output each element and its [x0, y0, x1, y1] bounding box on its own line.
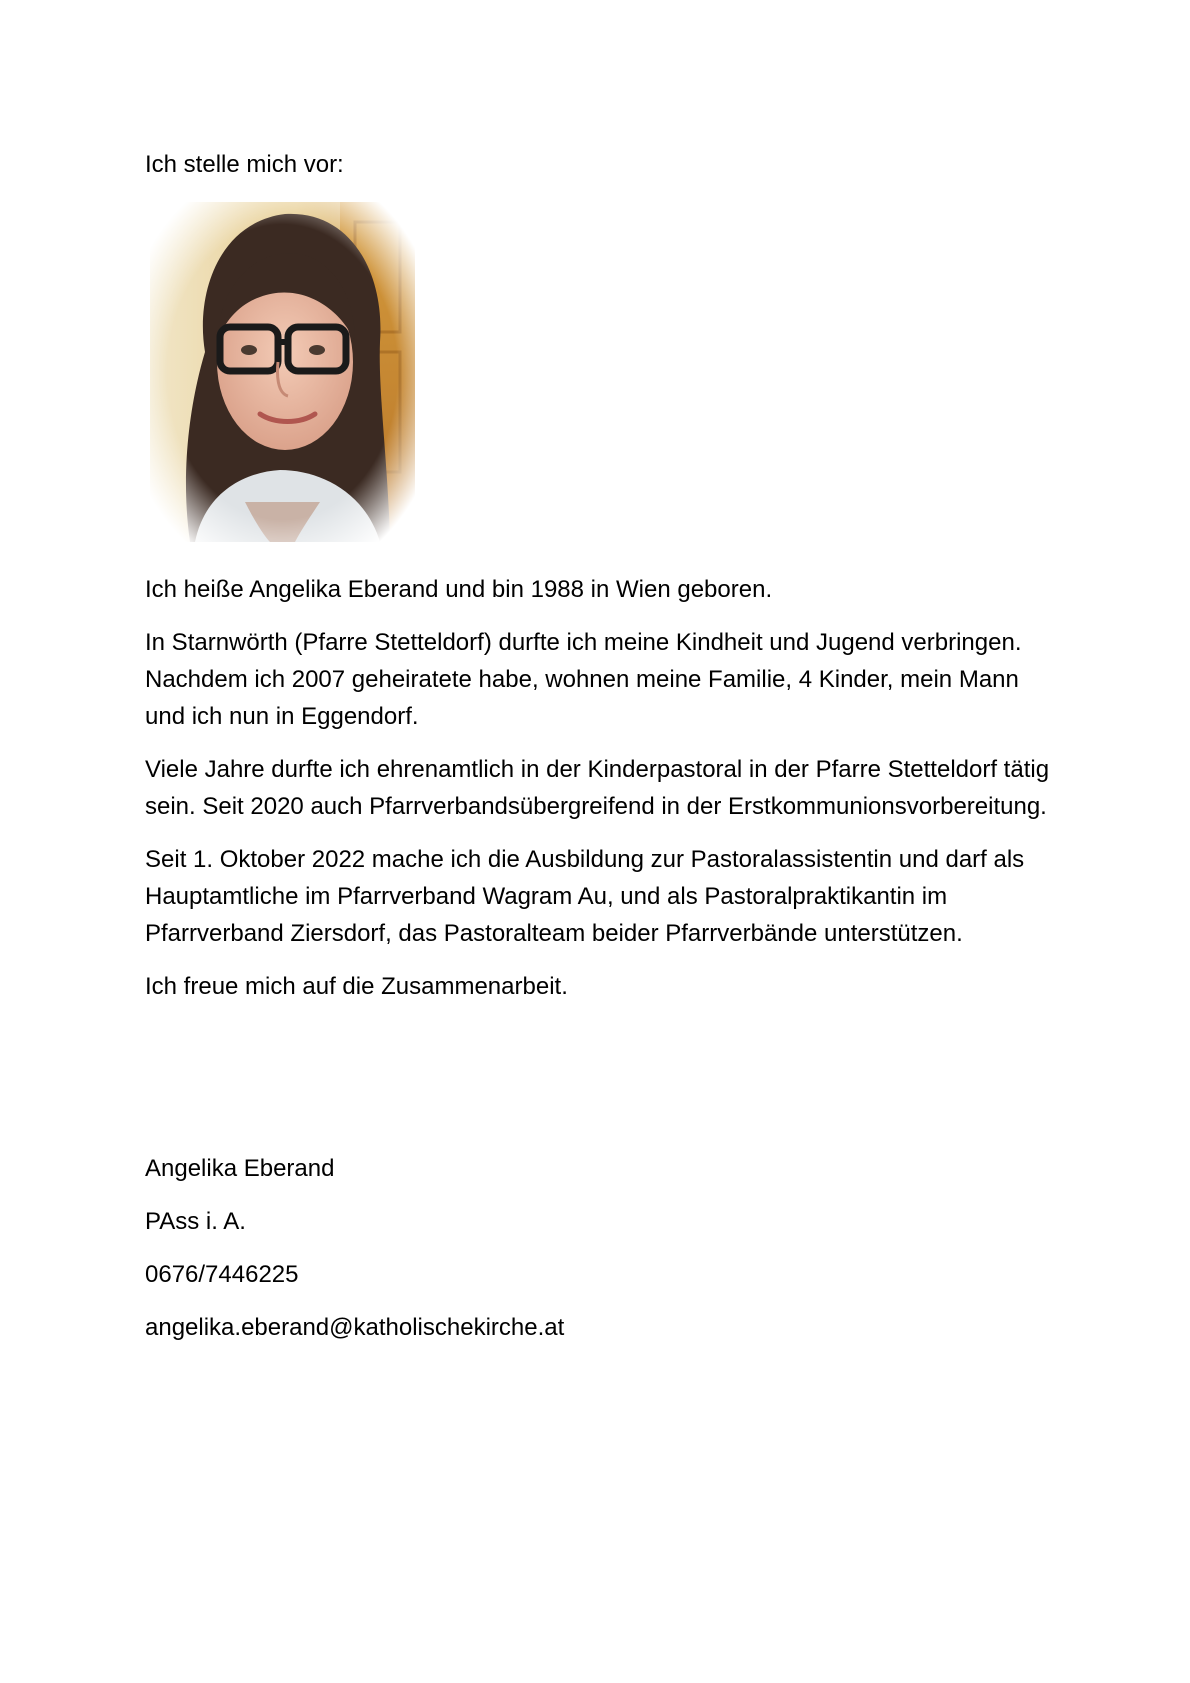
- paragraph: Ich heiße Angelika Eberand und bin 1988 in Wien geboren.: [145, 576, 773, 603]
- paragraph: Viele Jahre durfte ich ehrenamtlich in der Kinderpastoral in der Pfarre Stetteldorf tätig sein. Seit 2020 auch Pfarrverbandsübergreifend in der Erstkommunionsvorbereitung.: [145, 756, 1050, 820]
- portrait-photo: [150, 202, 415, 542]
- paragraph: In Starnwörth (Pfarre Stetteldorf) durfte ich meine Kindheit und Jugend verbringen. Nachdem ich 2007 geheiratete habe, wohnen meine Familie, 4 Kinder, mein Mann und ich nun in Eggendorf.: [145, 629, 1022, 730]
- intro-heading: Ich stelle mich vor:: [145, 151, 344, 178]
- signature-email: angelika.eberand@katholischekirche.at: [145, 1314, 565, 1341]
- signature-phone: 0676/7446225: [145, 1261, 299, 1288]
- body-text: [145, 571, 1065, 1021]
- signature-block: [145, 1150, 1065, 1362]
- signature-title: PAss i. A.: [145, 1208, 246, 1235]
- paragraph: Ich freue mich auf die Zusammenarbeit.: [145, 973, 568, 1000]
- paragraph: Seit 1. Oktober 2022 mache ich die Ausbildung zur Pastoralassistentin und darf als Hauptamtliche im Pfarrverband Wagram Au, und als Pastoralpraktikantin im Pfarrverband Ziersdorf, das Pastoralteam beider Pfarrverbände unterstützen.: [145, 846, 1025, 947]
- signature-name: Angelika Eberand: [145, 1155, 335, 1182]
